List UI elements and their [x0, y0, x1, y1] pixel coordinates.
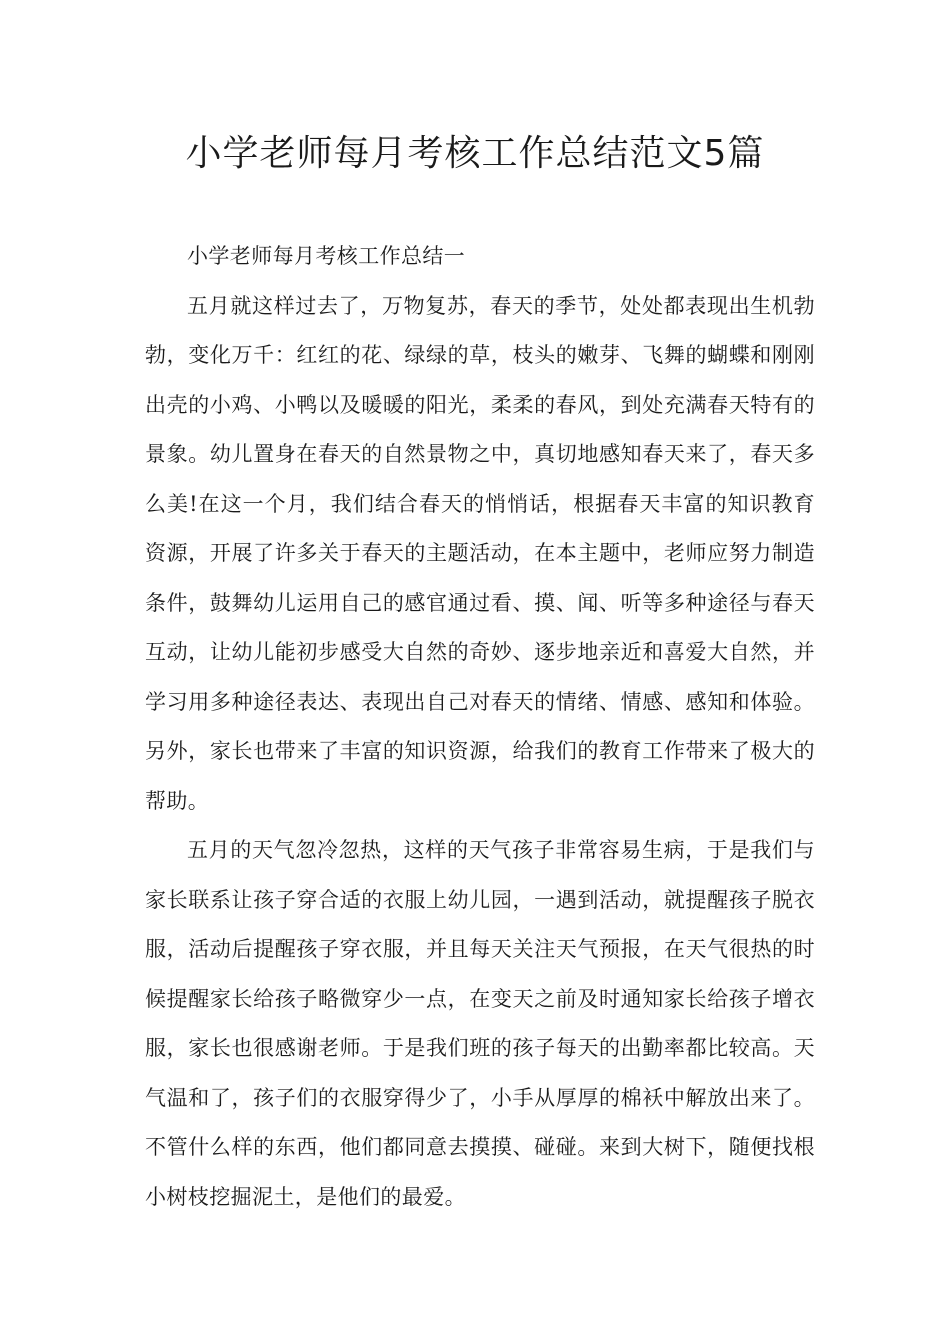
section-heading: 小学老师每月考核工作总结一 — [187, 244, 466, 268]
document-body — [145, 232, 815, 1222]
body-paragraph: 五月就这样过去了，万物复苏，春天的季节，处处都表现出生机勃勃，变化万千：红红的花、绿绿的草，枝头的嫩芽、飞舞的蝴蝶和刚刚出壳的小鸡、小鸭以及暖暖的阳光，柔柔的春风，到处充满春天特有的景象。幼儿置身在春天的自然景物之中，真切地感知春天来了，春天多么美!在这一个月，我们结合春天的悄悄话，根据春天丰富的知识教育资源，开展了许多关于春天的主题活动，在本主题中，老师应努力制造条件，鼓舞幼儿运用自己的感官通过看、摸、闻、听等多种途径与春天互动，让幼儿能初步感受大自然的奇妙、逐步地亲近和喜爱大自然，并学习用多种途径表达、表现出自己对春天的情绪、情感、感知和体验。另外，家长也带来了丰富的知识资源，给我们的教育工作带来了极大的帮助。 — [145, 293, 815, 813]
body-paragraph: 五月的天气忽冷忽热，这样的天气孩子非常容易生病，于是我们与家长联系让孩子穿合适的衣服上幼儿园，一遇到活动，就提醒孩子脱衣服，活动后提醒孩子穿衣服，并且每天关注天气预报，在天气很热的时候提醒家长给孩子略微穿少一点，在变天之前及时通知家长给孩子增衣服，家长也很感谢老师。于是我们班的孩子每天的出勤率都比较高。天气温和了，孩子们的衣服穿得少了，小手从厚厚的棉袄中解放出来了。不管什么样的东西，他们都同意去摸摸、碰碰。来到大树下，随便找根小树枝挖掘泥土，是他们的最爱。 — [145, 838, 815, 1209]
document-title: 小学老师每月考核工作总结范文5篇 — [185, 133, 765, 174]
